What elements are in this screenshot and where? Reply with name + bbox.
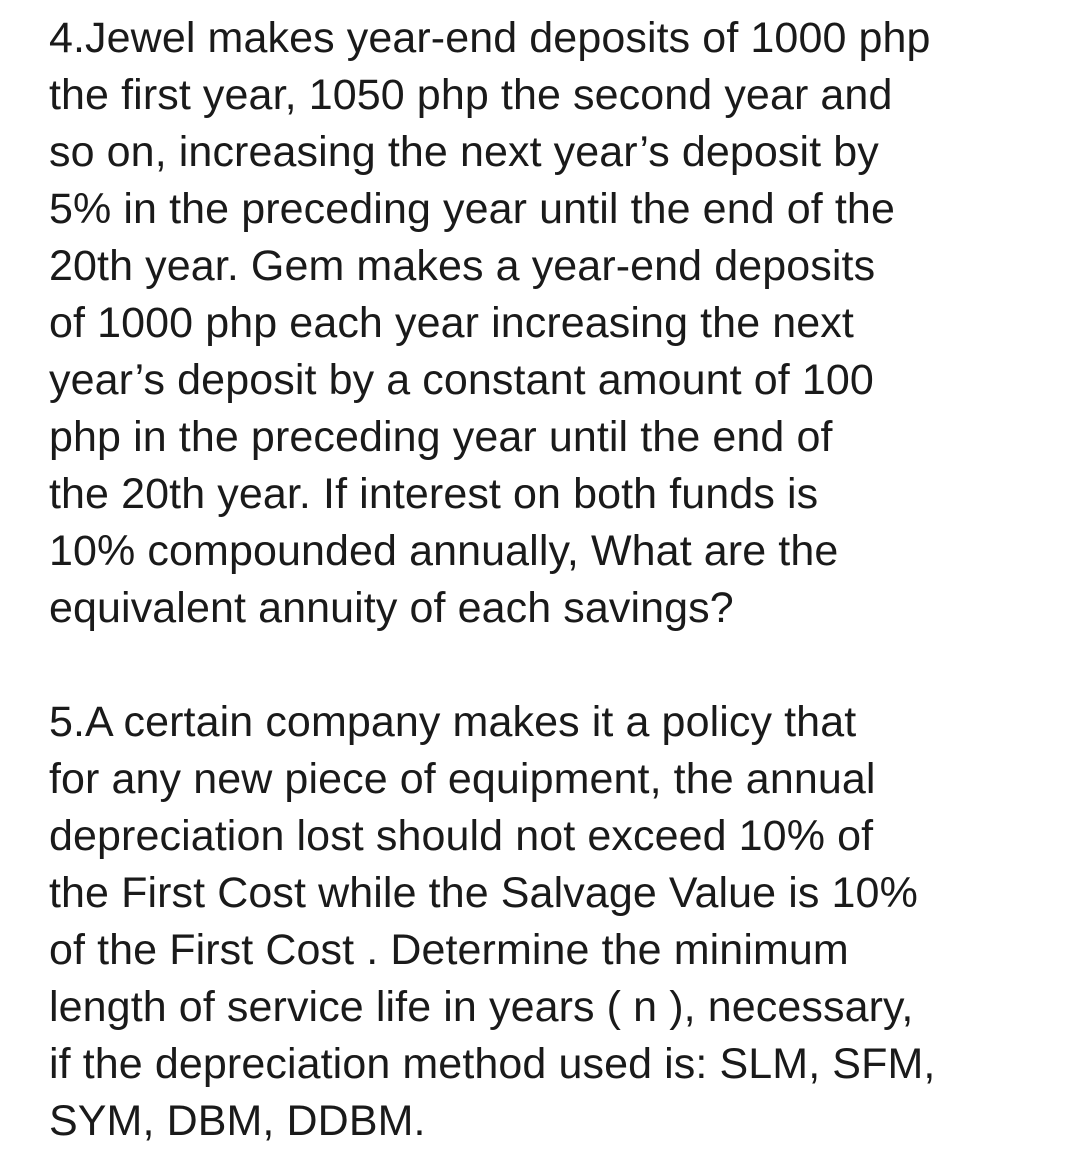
problem-4-line: 4.Jewel makes year-end deposits of 1000 php (49, 14, 931, 62)
problem-4-line: the first year, 1050 php the second year and (49, 71, 893, 119)
problem-4-line: 20th year. Gem makes a year-end deposits (49, 242, 876, 290)
problem-5-line: if the depreciation method used is: SLM, SFM, (49, 1040, 936, 1088)
problem-5-line: 5.A certain company makes it a policy that (49, 698, 857, 746)
problem-4-line: of 1000 php each year increasing the next (49, 299, 854, 347)
problem-5-line: depreciation lost should not exceed 10% of (49, 812, 874, 860)
problem-4-line: so on, increasing the next year’s deposit by (49, 128, 879, 176)
problem-4-line: 10% compounded annually, What are the (49, 527, 839, 575)
paragraph-gap (49, 637, 1059, 694)
problem-5-line: SYM, DBM, DDBM. (49, 1097, 426, 1145)
problem-5 (49, 694, 1059, 1150)
problem-4-line: year’s deposit by a constant amount of 100 (49, 356, 874, 404)
problem-5-line: of the First Cost . Determine the minimum (49, 926, 849, 974)
problem-5-line: the First Cost while the Salvage Value is 10% (49, 869, 918, 917)
problem-4 (49, 10, 1059, 637)
problem-4-line: 5% in the preceding year until the end of the (49, 185, 895, 233)
problem-4-line: equivalent annuity of each savings? (49, 584, 734, 632)
problem-5-line: length of service life in years ( n ), necessary, (49, 983, 914, 1031)
problem-4-line: the 20th year. If interest on both funds is (49, 470, 819, 518)
problem-4-line: php in the preceding year until the end of (49, 413, 833, 461)
document-page (49, 10, 1059, 1150)
problem-5-line: for any new piece of equipment, the annual (49, 755, 876, 803)
